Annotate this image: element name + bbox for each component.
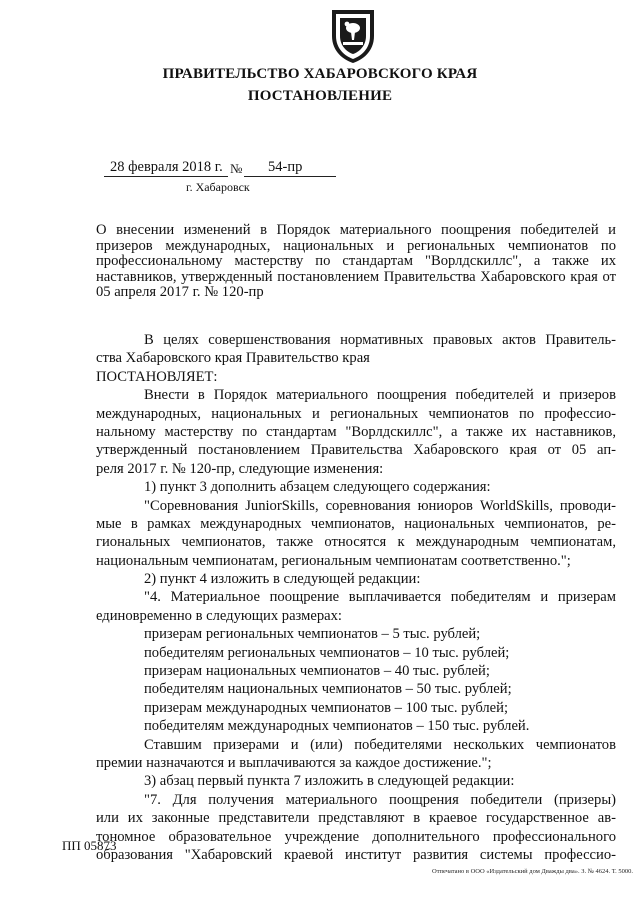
body-line: Внести в Порядок материального поощрения победителей и призеров — [144, 387, 616, 404]
body-line: ства Хабаровского края Правительство края — [96, 350, 370, 367]
body-line: Ставшим призерами и (или) победителями нескольких чемпионатов — [144, 736, 616, 753]
body-line: призерам международных чемпионатов – 100 тыс. рублей; — [144, 699, 509, 716]
body-line: "7. Для получения материального поощрения победители (призеры) — [144, 791, 616, 808]
body-line: В целях совершенствования нормативных правовых актов Правитель- — [144, 332, 616, 348]
number-label: № — [230, 161, 243, 176]
body-line: единовременно в следующих размерах: — [96, 607, 342, 624]
number-underline — [244, 176, 336, 177]
body-line: 2) пункт 4 изложить в следующей редакции: — [144, 571, 421, 588]
body-line: нальному мастерству по стандартам "Ворлдскиллс", а также их наставников, — [96, 423, 616, 440]
body-line: утвержденный постановлением Правительства Хабаровского края от 05 ап- — [96, 442, 616, 459]
body-line: 3) абзац первый пункта 7 изложить в следующей редакции: — [144, 773, 515, 790]
document-body — [96, 331, 616, 864]
government-title: ПРАВИТЕЛЬСТВО ХАБАРОВСКОГО КРАЯ — [162, 66, 478, 82]
body-line: 1) пункт 3 дополнить абзацем следующего содержания: — [144, 479, 491, 496]
body-line: гиональных чемпионатов, также относятся к международным чемпионатам, — [96, 534, 616, 551]
body-line: победителям международных чемпионатов – 150 тыс. рублей. — [144, 718, 530, 735]
document-code: ПП 05873 — [62, 838, 117, 853]
body-line: "Соревнования JuniorSkills, соревнования юниоров WorldSkills, проводи- — [144, 497, 616, 514]
body-line: мые в рамках международных чемпионатов, национальных чемпионатов, ре- — [96, 515, 616, 532]
body-line: или их законные представители представляют в краевое государственное ав- — [96, 810, 616, 827]
document-number: 54-пр — [268, 159, 303, 175]
printing-note: Отпечатано в ООО «Издательский дом Дважды два». З. № 4624. Т. 5000. — [432, 868, 633, 875]
body-line: "4. Материальное поощрение выплачивается победителям и призерам — [144, 589, 616, 606]
coat-of-arms-emblem — [330, 6, 376, 64]
body-line: образования "Хабаровский краевой институт развития системы профессио- — [96, 846, 616, 863]
date-underline — [104, 176, 228, 177]
body-line: победителям национальных чемпионатов – 50 тыс. рублей; — [144, 681, 512, 698]
body-line: премии назначаются и выплачиваются за каждое достижение."; — [96, 754, 492, 771]
body-line: реля 2017 г. № 120-пр, следующие изменения: — [96, 460, 384, 477]
document-type-title: ПОСТАНОВЛЕНИЕ — [247, 88, 393, 104]
document-subject: О внесении изменений в Порядок материального поощрения победителей и призеров международных, национальных и региональных чемпионатов по профессиональному мастерству по стандартам "Ворлдскиллс", а также их наставников, утвержденный постановлением Правительства Хабаровского края от 05 апреля 2017 г. № 120-пр — [96, 222, 616, 301]
body-line: призерам национальных чемпионатов – 40 тыс. рублей; — [144, 663, 490, 680]
body-line: ПОСТАНОВЛЯЕТ: — [96, 368, 218, 385]
document-date: 28 февраля 2018 г. — [110, 159, 223, 175]
body-line: победителям региональных чемпионатов – 10 тыс. рублей; — [144, 644, 510, 661]
body-line: тономное образовательное учреждение дополнительного профессионального — [96, 828, 616, 845]
body-line: призерам региональных чемпионатов – 5 тыс. рублей; — [144, 626, 481, 643]
body-line: национальным чемпионатам, региональным чемпионатам соответственно."; — [96, 552, 571, 569]
city-name: г. Хабаровск — [186, 180, 250, 194]
body-line: международных, национальных и региональных чемпионатов по профессио- — [96, 405, 616, 422]
